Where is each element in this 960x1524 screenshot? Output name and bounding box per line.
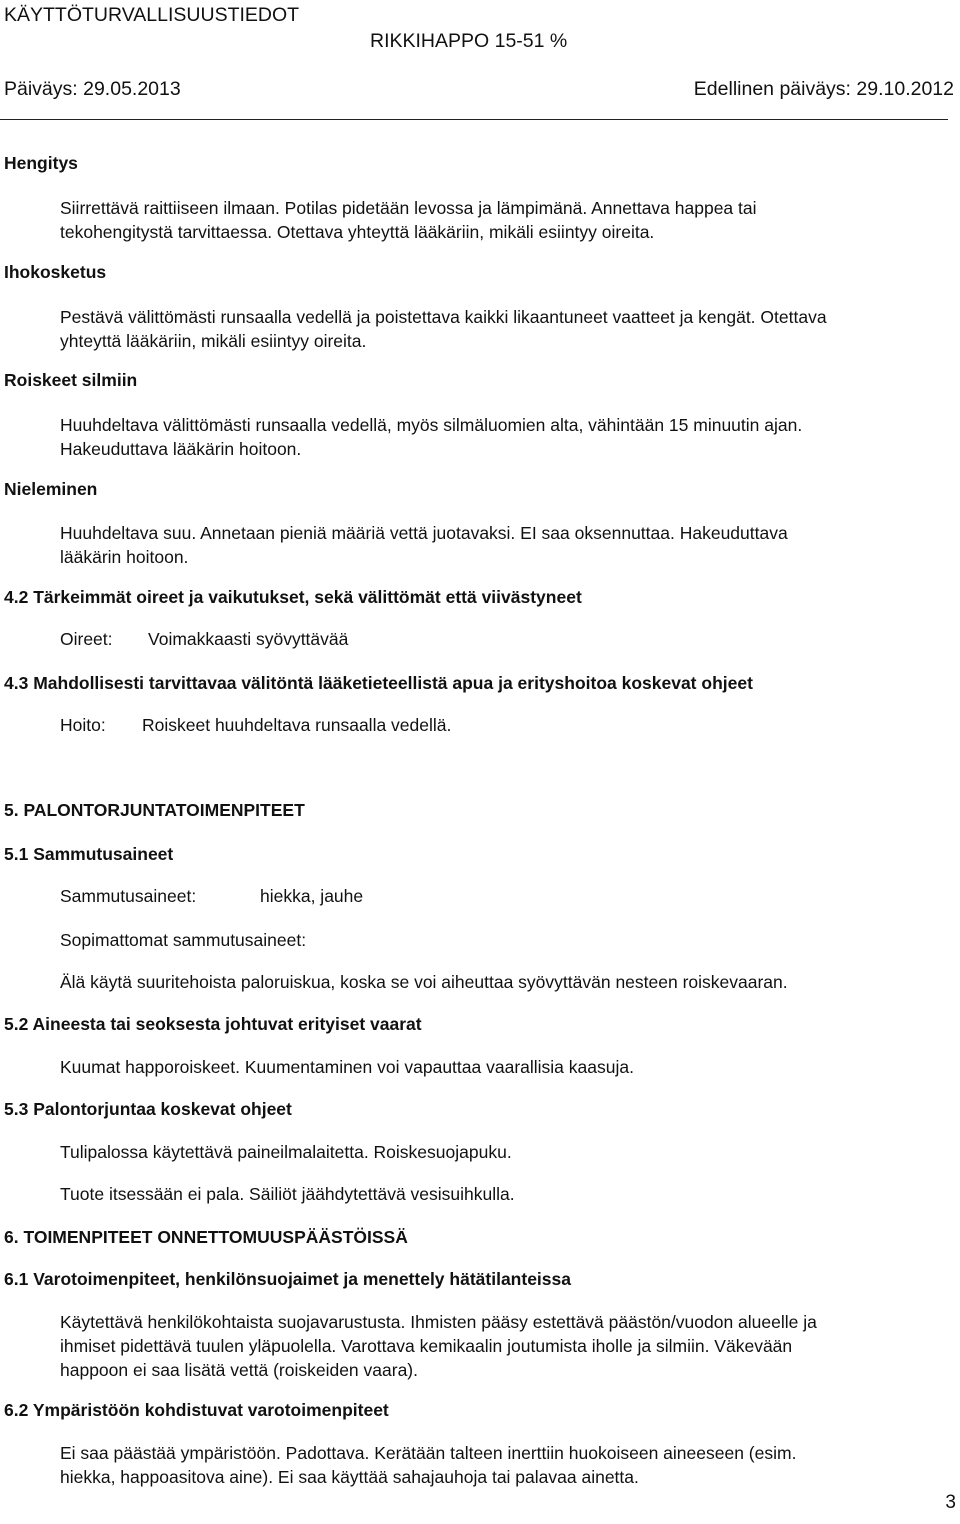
page-number: 3 bbox=[945, 1492, 956, 1513]
skin-contact-heading: Ihokosketus bbox=[4, 262, 107, 282]
eye-contact-line-1: Huuhdeltava välittömästi runsaalla vedellä, myös silmäluomien alta, vähintään 15 minuutin ajan. bbox=[60, 415, 803, 435]
skin-contact-line-2: yhteyttä lääkäriin, mikäli esiintyy oireita. bbox=[60, 331, 367, 351]
extinguishing-media-value: hiekka, jauhe bbox=[260, 886, 364, 906]
section-5-1-heading: 5.1 Sammutusaineet bbox=[4, 844, 174, 864]
product-name: RIKKIHAPPO 15-51 % bbox=[370, 30, 568, 52]
ingestion-heading: Nieleminen bbox=[4, 479, 98, 499]
firefighting-advice-2: Tuote itsessään ei pala. Säiliöt jäähdytettävä vesisuihkulla. bbox=[60, 1184, 515, 1204]
precautions-line-3: happoon ei saa lisätä vettä (roiskeiden vaara). bbox=[60, 1360, 418, 1380]
issue-date: Päiväys: 29.05.2013 bbox=[4, 78, 181, 100]
environmental-line-1: Ei saa päästää ympäristöön. Padottava. Kerätään talteen inerttiin huokoiseen aineeseen (esim. bbox=[60, 1443, 797, 1463]
treatment-value: Roiskeet huuhdeltava runsaalla vedellä. bbox=[142, 715, 452, 735]
section-5-3-heading: 5.3 Palontorjuntaa koskevat ohjeet bbox=[4, 1099, 292, 1119]
precautions-line-2: ihmiset pidettävä tuulen yläpuolella. Varottava kemikaalin joutumista iholle ja silmiin. Väkevään bbox=[60, 1336, 793, 1356]
eye-contact-line-2: Hakeuduttava lääkärin hoitoon. bbox=[60, 439, 302, 459]
extinguishing-media-label: Sammutusaineet: bbox=[60, 886, 197, 906]
unsuitable-media-text: Älä käytä suuritehoista paloruiskua, koska se voi aiheuttaa syövyttävän nesteen roiskevaaran. bbox=[60, 972, 788, 992]
breathing-line-2: tekohengitystä tarvittaessa. Otettava yhteyttä lääkäriin, mikäli esiintyy oireita. bbox=[60, 222, 655, 242]
section-6-2-heading: 6.2 Ympäristöön kohdistuvat varotoimenpiteet bbox=[4, 1400, 389, 1420]
skin-contact-line-1: Pestävä välittömästi runsaalla vedellä ja poistettava kaikki likaantuneet vaatteet ja kengät. Otettava bbox=[60, 307, 827, 327]
header-divider bbox=[0, 119, 948, 120]
symptoms-label: Oireet: bbox=[60, 629, 113, 649]
special-hazards-text: Kuumat happoroiskeet. Kuumentaminen voi vapauttaa vaarallisia kaasuja. bbox=[60, 1057, 634, 1077]
section-6-heading: 6. TOIMENPITEET ONNETTOMUUSPÄÄSTÖISSÄ bbox=[4, 1227, 408, 1247]
previous-date: Edellinen päiväys: 29.10.2012 bbox=[693, 78, 954, 100]
environmental-line-2: hiekka, happoasitova aine). Ei saa käyttää sahajauhoja tai palavaa ainetta. bbox=[60, 1467, 639, 1487]
section-5-2-heading: 5.2 Aineesta tai seoksesta johtuvat erityiset vaarat bbox=[4, 1014, 422, 1034]
ingestion-line-2: lääkärin hoitoon. bbox=[60, 547, 189, 567]
breathing-heading: Hengitys bbox=[4, 153, 78, 173]
section-6-1-heading: 6.1 Varotoimenpiteet, henkilönsuojaimet ja menettely hätätilanteissa bbox=[4, 1269, 571, 1289]
section-4-2-heading: 4.2 Tärkeimmät oireet ja vaikutukset, sekä välittömät että viivästyneet bbox=[4, 587, 582, 607]
document-type-title: KÄYTTÖTURVALLISUUSTIEDOT bbox=[4, 4, 300, 26]
precautions-line-1: Käytettävä henkilökohtaista suojavarustusta. Ihmisten pääsy estettävä päästön/vuodon alueelle ja bbox=[60, 1312, 817, 1332]
eye-contact-heading: Roiskeet silmiin bbox=[4, 370, 138, 390]
section-4-3-heading: 4.3 Mahdollisesti tarvittavaa välitöntä lääketieteellistä apua ja erityshoitoa koskevat ohjeet bbox=[4, 673, 753, 693]
ingestion-line-1: Huuhdeltava suu. Annetaan pieniä määriä vettä juotavaksi. EI saa oksennuttaa. Hakeuduttava bbox=[60, 523, 788, 543]
treatment-label: Hoito: bbox=[60, 715, 106, 735]
firefighting-advice-1: Tulipalossa käytettävä paineilmalaitetta. Roiskesuojapuku. bbox=[60, 1142, 512, 1162]
symptoms-value: Voimakkaasti syövyttävää bbox=[148, 629, 349, 649]
unsuitable-media-label: Sopimattomat sammutusaineet: bbox=[60, 930, 307, 950]
breathing-line-1: Siirrettävä raittiiseen ilmaan. Potilas pidetään levossa ja lämpimänä. Annettava happea tai bbox=[60, 198, 757, 218]
section-5-heading: 5. PALONTORJUNTATOIMENPITEET bbox=[4, 800, 305, 820]
